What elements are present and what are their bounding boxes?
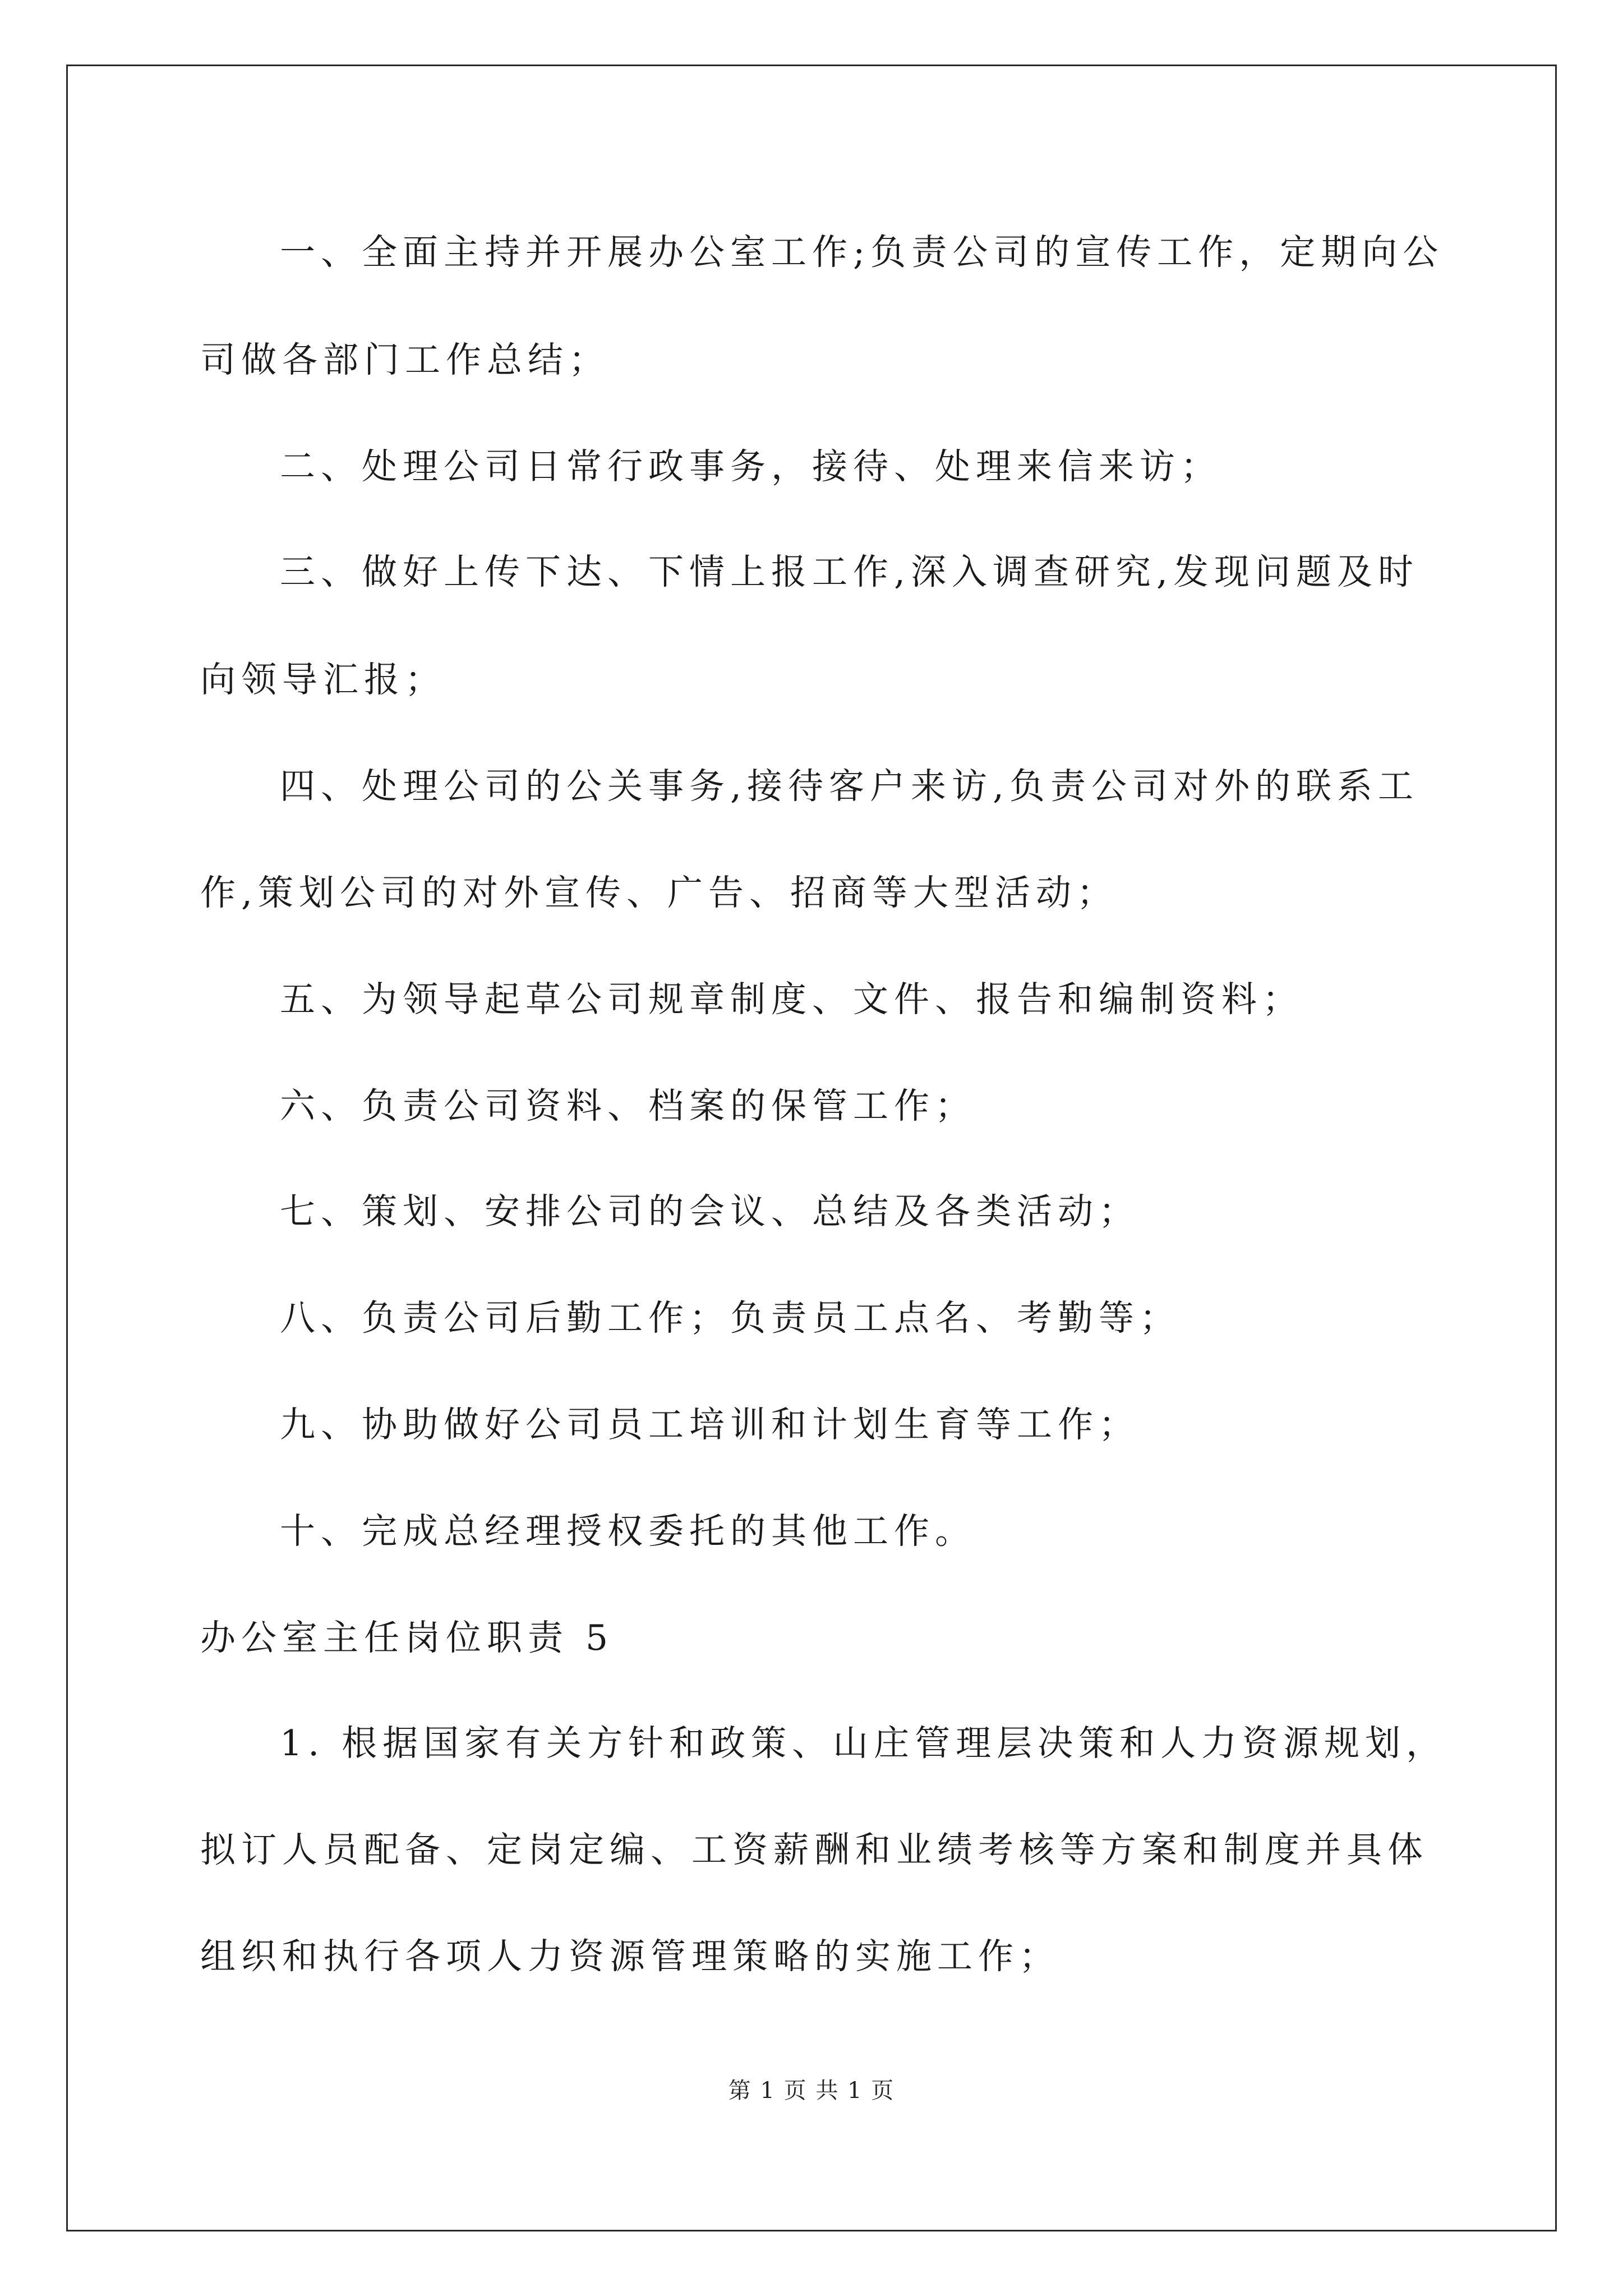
paragraph-line: 司做各部门工作总结； [200, 339, 610, 380]
paragraph-line: 八、负责公司后勤工作；负责员工点名、考勤等； [280, 1297, 1181, 1338]
paragraph-line: 二、处理公司日常行政事务，接待、处理来信来访； [280, 446, 1221, 487]
page-footer: 第 1 页 共 1 页 [728, 2078, 895, 2104]
paragraph-line: 三、做好上传下达、下情上报工作,深入调查研究,发现问题及时 [280, 551, 1419, 592]
paragraph-line: 向领导汇报； [200, 659, 446, 700]
paragraph-line: 五、为领导起草公司规章制度、文件、报告和编制资料； [280, 979, 1303, 1020]
paragraph-line: 组织和执行各项人力资源管理策略的实施工作； [200, 1936, 1060, 1977]
paragraph-line: 一、全面主持并开展办公室工作;负责公司的宣传工作，定期向公 [280, 232, 1444, 273]
paragraph-line: 拟订人员配备、定岗定编、工资薪酬和业绩考核等方案和制度并具体 [200, 1829, 1428, 1870]
paragraph-line: 四、处理公司的公关事务,接待客户来访,负责公司对外的联系工 [280, 766, 1419, 807]
paragraph-line: 作,策划公司的对外宣传、广告、招商等大型活动； [200, 872, 1118, 913]
paragraph-line: 1. 根据国家有关方针和政策、山庄管理层决策和人力资源规划， [280, 1723, 1447, 1764]
paragraph-line: 九、协助做好公司员工培训和计划生育等工作； [280, 1404, 1140, 1445]
page-border [66, 65, 1557, 2231]
paragraph-line: 七、策划、安排公司的会议、总结及各类活动； [280, 1191, 1140, 1232]
paragraph-line: 六、负责公司资料、档案的保管工作； [280, 1085, 976, 1126]
paragraph-line: 十、完成总经理授权委托的其他工作。 [280, 1511, 976, 1552]
section-heading: 办公室主任岗位职责 5 [200, 1617, 614, 1658]
